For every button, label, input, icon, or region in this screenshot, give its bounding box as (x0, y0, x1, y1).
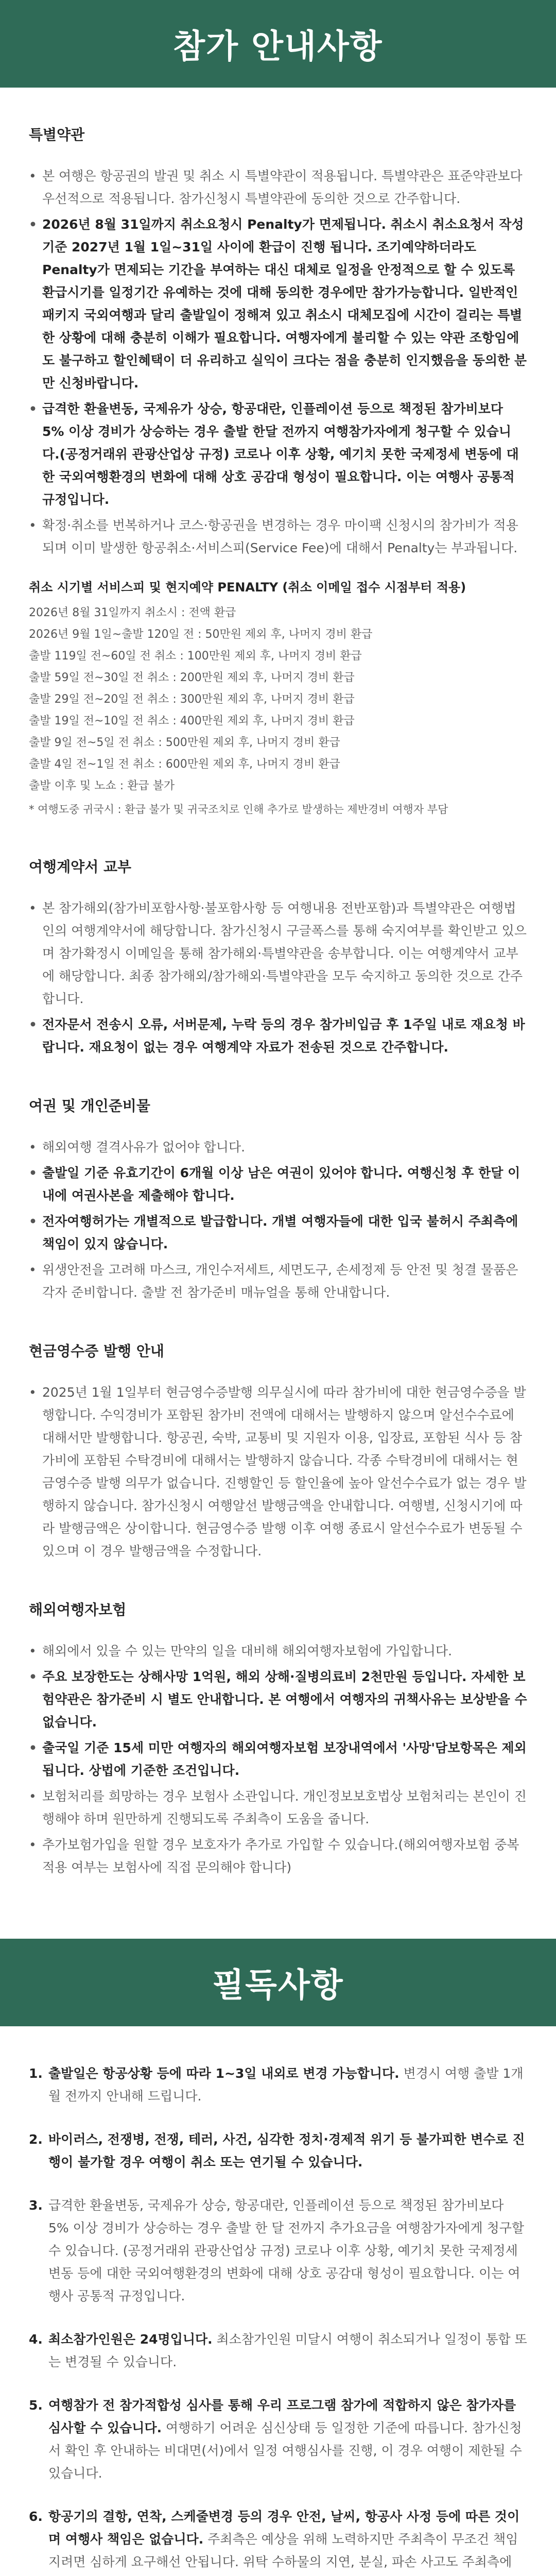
notice-number: 5. (29, 2398, 43, 2413)
notice-title: 필독사항 (212, 1967, 344, 2005)
schedule-row: 출발 이후 및 노쇼 : 환급 불가 (29, 779, 175, 792)
guide-content (0, 88, 556, 1903)
notice-number: 6. (29, 2509, 43, 2524)
schedule-row: 출발 59일 전~30일 전 취소 : 200만원 제외 후, 나머지 경비 환급 (29, 671, 355, 684)
notice-text: 여행하기 어려운 심신상태 등 일정한 기준에 따릅니다. 참가신청서 확인 후 안내하는 비대면(서)에서 일정 여행심사를 진행, 이 경우 여행이 제한될 수 있습니다. (48, 2420, 522, 2481)
notice-body (48, 2394, 527, 2485)
bullet-list (29, 1381, 527, 1563)
schedule-title: 취소 시기별 서비스피 및 현지예약 PENALTY (취소 이메일 접수 시점부터 적용) (29, 580, 466, 595)
notice-number: 3. (29, 2198, 43, 2213)
section-title: 현금영수증 발행 안내 (29, 1343, 164, 1360)
schedule-row: 출발 4일 전~1일 전 취소 : 600만원 제외 후, 나머지 경비 환급 (29, 758, 340, 771)
notice-text: 최소참가인원 미달시 여행이 취소되거나 일정이 통합 또는 변경될 수 있습니다. (48, 2332, 527, 2369)
notice-body (48, 2505, 527, 2576)
notice-content (0, 2026, 556, 2576)
section-title: 특별약관 (29, 126, 85, 143)
section-passport (29, 1095, 527, 1304)
notice-item (29, 2328, 527, 2374)
section-receipt (29, 1340, 527, 1563)
section-contract (29, 856, 527, 1059)
list-item: • 전자여행허가는 개별적으로 발급합니다. 개별 여행자들에 대한 입국 불허시 주최측에 책임이 있지 않습니다. (29, 1210, 527, 1256)
notice-lead: 출발일은 항공상황 등에 따라 1~3일 내외로 변경 가능합니다. (48, 2066, 399, 2081)
page-title: 참가 안내사항 (173, 28, 383, 66)
schedule-row: 출발 19일 전~10일 전 취소 : 400만원 제외 후, 나머지 경비 환급 (29, 715, 355, 727)
notice-item (29, 2062, 527, 2108)
bullet-list (29, 897, 527, 1059)
list-item: • 본 여행은 항공권의 발권 및 취소 시 특별약관이 적용됩니다. 특별약관은 표준약관보다 우선적으로 적용됩니다. 참가신청시 특별약관에 동의한 것으로 간주합니다. (29, 165, 527, 210)
schedule-row: 출발 119일 전~60일 전 취소 : 100만원 제외 후, 나머지 경비 환급 (29, 650, 362, 663)
list-item: • 주요 보장한도는 상해사망 1억원, 해외 상해·질병의료비 2천만원 등입니다. 자세한 보험약관은 참가준비 시 별도 안내합니다. 본 여행에서 여행자의 귀책사유는 보상받을 수 없습니다. (29, 1666, 527, 1734)
notice-text: 주최측은 예상을 위해 노력하지만 주최측이 무조건 책임지려면 심하게 요구해선 안됩니다. 위탁 수하물의 지연, 분실, 파손 사고도 주최측에 (48, 2532, 518, 2569)
notice-body (48, 2194, 527, 2308)
notice-list (29, 2062, 527, 2576)
notice-number: 1. (29, 2066, 43, 2081)
section-special-terms (29, 124, 527, 820)
bullet-list (29, 165, 527, 560)
section-title: 여행계약서 교부 (29, 858, 132, 875)
notice-lead: 최소참가인원은 24명입니다. (48, 2332, 213, 2347)
list-item: • 본 참가해외(참가비포함사항·불포함사항 등 여행내용 전반포함)과 특별약관은 여행법인의 여행계약서에 해당합니다. 참가신청시 구글폭스를 통해 숙지여부를 확인받고 있으며 참가확정시 이메일을 통해 참가해외·특별약관을 송부합니다. 이는 여행계약서 교부에 해당합니다. 최종 참가해외/참가해외·특별약관을 모두 숙지하고 동의한 것으로 간주합니다. (29, 897, 527, 1010)
notice-text: 변경시 여행 출발 1개월 전까지 안내해 드립니다. (48, 2066, 524, 2104)
schedule-row: 출발 29일 전~20일 전 취소 : 300만원 제외 후, 나머지 경비 환급 (29, 693, 355, 706)
schedule-row: 출발 9일 전~5일 전 취소 : 500만원 제외 후, 나머지 경비 환급 (29, 736, 340, 749)
list-item: • 추가보험가입을 원할 경우 보호자가 추가로 가입할 수 있습니다.(해외여행자보험 중복적용 여부는 보험사에 직접 문의해야 합니다) (29, 1834, 527, 1879)
list-item: • 출발일 기준 유효기간이 6개월 이상 남은 여권이 있어야 합니다. 여행신청 후 한달 이내에 여권사본을 제출해야 합니다. (29, 1162, 527, 1207)
header-banner (0, 0, 556, 88)
schedule-note: * 여행도중 귀국시 : 환급 불가 및 귀국조치로 인해 추가로 발생하는 제반경비 여행자 부담 (29, 803, 448, 816)
list-item: • 해외에서 있을 수 있는 만약의 일을 대비해 해외여행자보험에 가입합니다. (29, 1640, 527, 1663)
list-item: • 2026년 8월 31일까지 취소요청시 Penalty가 면제됩니다. 취소시 취소요청서 작성 기준 2027년 1월 1일~31일 사이에 환급이 진행 됩니다. 조기예약하더라도 Penalty가 면제되는 기간을 부여하는 대신 대체로 일정을 안정적으로 할 수 있도록 환급시기를 일정기간 유예하는 것에 대해 동의한 경우에만 참가가능합니다. 일반적인 패키지 국외여행과 달리 출발일이 정해져 있고 취소시 대체모집에 시간이 걸리는 특별한 상황에 대해 충분히 이해가 필요합니다. 여행자에게 불리할 수 있는 약관 조항임에도 불구하고 할인혜택이 더 유리하고 실익이 크다는 점을 충분히 인지했음을 동의한 분만 신청바랍니다. (29, 213, 527, 395)
notice-lead: 바이러스, 전쟁병, 전쟁, 테러, 사건, 심각한 정치·경제적 위기 등 불가피한 변수로 진행이 불가할 경우 여행이 취소 또는 연기될 수 있습니다. (48, 2132, 525, 2170)
notice-number: 2. (29, 2132, 43, 2147)
notice-item (29, 2505, 527, 2576)
penalty-schedule (29, 602, 527, 797)
section-title: 해외여행자보험 (29, 1601, 127, 1618)
notice-item (29, 2194, 527, 2308)
notice-text: 급격한 환율변동, 국제유가 상승, 항공대란, 인플레이션 등으로 책정된 참가비보다 5% 이상 경비가 상승하는 경우 출발 한 달 전까지 추가요금을 여행참가자에게 청구할 수 있습니다. (공정거래위 관광산업상 규정) 코로나 이후 상황, 예기치 못한 국제정세 변동 등에 대한 국외여행환경의 변화에 대해 상호 공감대 형성이 필요합니다. 이는 여행사 공통적 규정입니다. (48, 2198, 525, 2303)
list-item: • 위생안전을 고려해 마스크, 개인수저세트, 세면도구, 손세정제 등 안전 및 청결 물품은 각자 준비합니다. 출발 전 참가준비 매뉴얼을 통해 안내합니다. (29, 1259, 527, 1304)
notice-lead: 항공기의 결항, 연착, 스케줄변경 등의 경우 안전, 날씨, 항공사 사정 등에 따른 것이며 여행사 책임은 없습니다. (48, 2509, 520, 2547)
list-item: • 2025년 1월 1일부터 현금영수증발행 의무실시에 따라 참가비에 대한 현금영수증을 발행합니다. 수익경비가 포함된 참가비 전액에 대해서는 발행하지 않으며 알선수수료에 대해서만 발행합니다. 항공권, 숙박, 교통비 및 지원자 이용, 입장료, 포함된 식사 등 참가비에 포함된 수탁경비에 대해서는 발행하지 않습니다. 각종 수탁경비에 대해서는 현금영수증 발행 의무가 없습니다. 진행할인 등 할인율에 높아 알선수수료가 없는 경우 발행하지 않습니다. 참가신청시 여행알선 발행금액을 안내합니다. 여행별, 신청시기에 따라 발행금액은 상이합니다. 현금영수증 발행 이후 여행 종료시 알선수수료가 변동될 수 있으며 이 경우 발행금액을 수정합니다. (29, 1381, 527, 1563)
notice-number: 4. (29, 2332, 43, 2347)
section-insurance (29, 1599, 527, 1879)
notice-lead: 여행참가 전 참가적합성 심사를 통해 우리 프로그램 참가에 적합하지 않은 참가자를 심사할 수 있습니다. (48, 2398, 516, 2435)
notice-item (29, 2128, 527, 2174)
notice-banner (0, 1939, 556, 2026)
notice-body (48, 2062, 527, 2108)
schedule-row: 2026년 8월 31일까지 취소시 : 전액 환급 (29, 606, 236, 619)
bullet-list (29, 1640, 527, 1879)
list-item: • 보험처리를 희망하는 경우 보험사 소관입니다. 개인정보보호법상 보험처리는 본인이 진행해야 하며 원만하게 진행되도록 주최측이 도움을 줍니다. (29, 1785, 527, 1831)
list-item: • 해외여행 결격사유가 없어야 합니다. (29, 1136, 527, 1159)
schedule-row: 2026년 9월 1일~출발 120일 전 : 50만원 제외 후, 나머지 경비 환급 (29, 628, 373, 641)
notice-item (29, 2394, 527, 2485)
list-item: • 급격한 환율변동, 국제유가 상승, 항공대란, 인플레이션 등으로 책정된 참가비보다 5% 이상 경비가 상승하는 경우 출발 한달 전까지 여행참가자에게 청구할 수 있습니다.(공정거래위 관광산업상 규정) 코로나 이후 상황, 예기치 못한 국제정세 변동에 대한 국외여행환경의 변화에 대해 상호 공감대 형성이 필요합니다. 이는 여행사 공통적 규정입니다. (29, 398, 527, 511)
notice-body (48, 2328, 527, 2374)
list-item: • 전자문서 전송시 오류, 서버문제, 누락 등의 경우 참가비입금 후 1주일 내로 재요청 바랍니다. 재요청이 없는 경우 여행계약 자료가 전송된 것으로 간주합니다. (29, 1013, 527, 1059)
bullet-list (29, 1136, 527, 1304)
notice-body (48, 2128, 527, 2174)
list-item: • 출국일 기준 15세 미만 여행자의 해외여행자보험 보장내역에서 '사망'담보항목은 제외됩니다. 상법에 기준한 조건입니다. (29, 1737, 527, 1782)
section-title: 여권 및 개인준비물 (29, 1097, 150, 1114)
list-item: • 확정·취소를 번복하거나 코스·항공권을 변경하는 경우 마이팩 신청시의 참가비가 적용되며 이미 발생한 항공취소·서비스피(Service Fee)에 대해서 Penalty는 부과됩니다. (29, 514, 527, 560)
